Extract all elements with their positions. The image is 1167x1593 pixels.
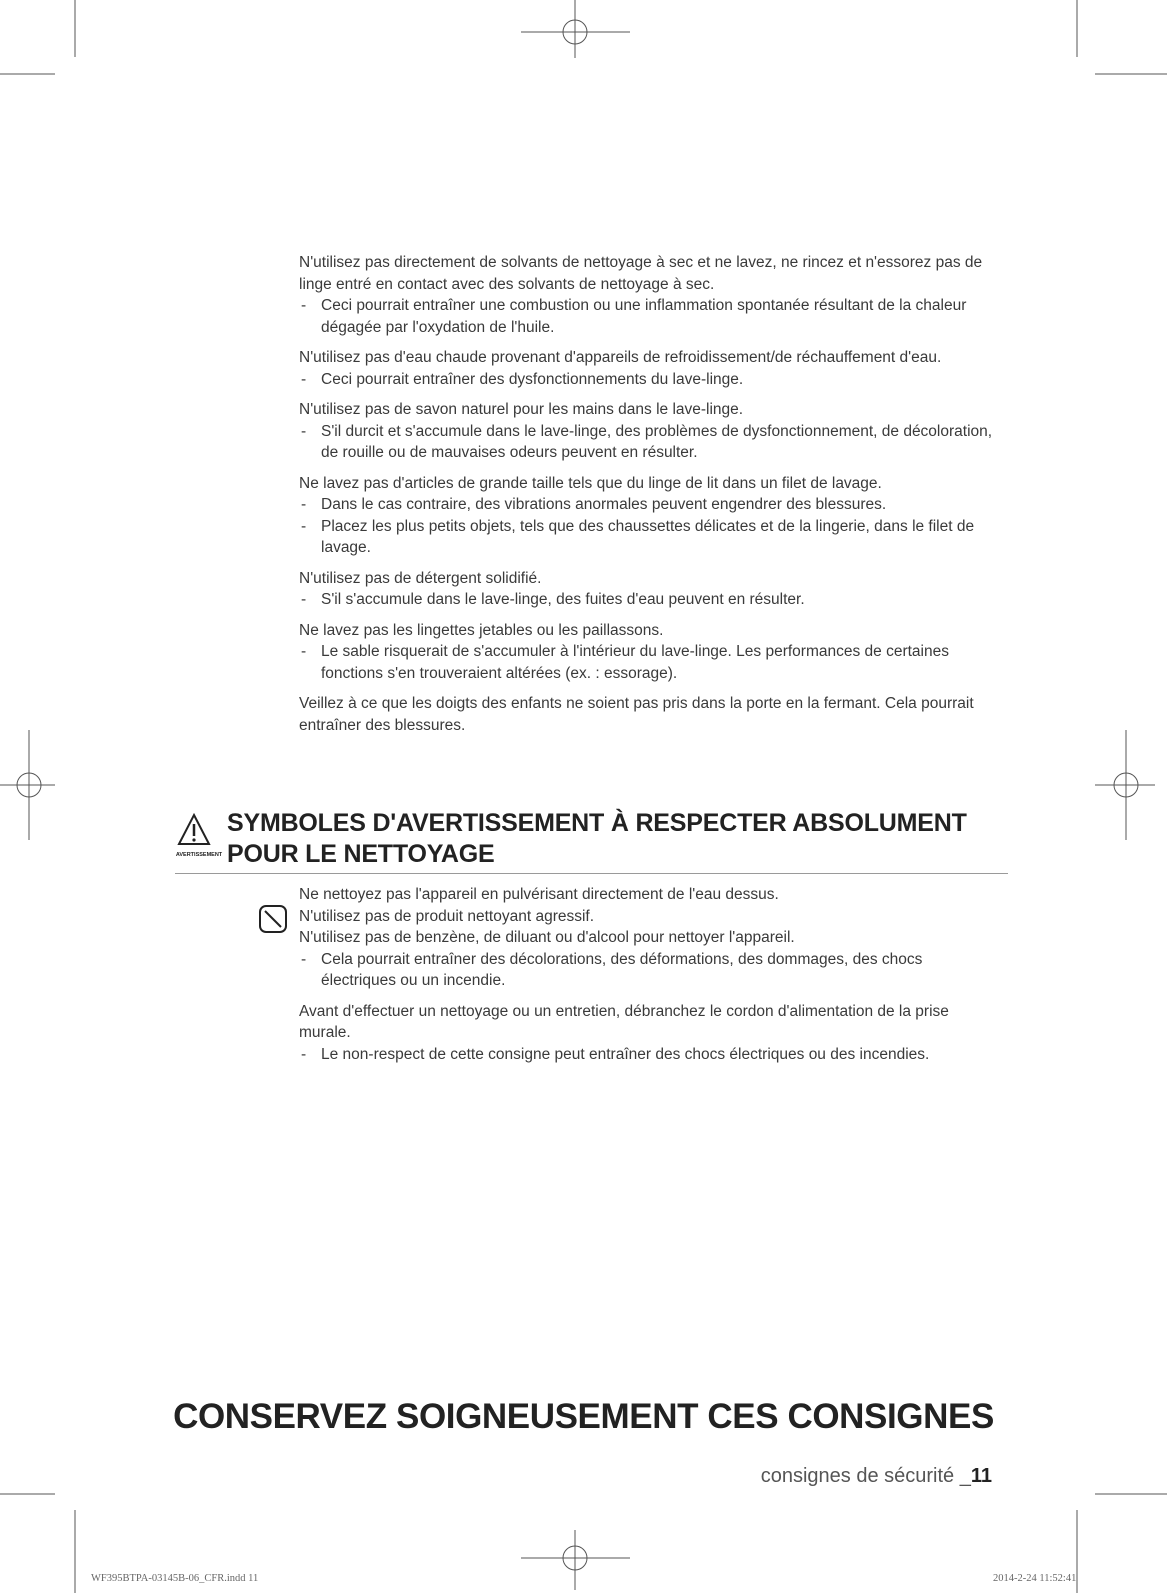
page-label	[761, 1465, 992, 1488]
cleaning-item	[299, 906, 999, 928]
precaution-text: N'utilisez pas de détergent solidifié.	[299, 569, 542, 587]
precaution-item	[299, 473, 999, 559]
cleaning-item	[299, 1001, 999, 1066]
cleaning-item	[299, 884, 999, 906]
section-heading-line2: POUR LE NETTOYAGE	[227, 840, 495, 868]
section-heading	[227, 808, 1007, 870]
section-heading-line1: SYMBOLES D'AVERTISSEMENT À RESPECTER ABSOLUMENT	[227, 809, 967, 837]
print-slug: WF395BTPA-03145B-06_CFR.indd 11	[91, 1573, 259, 1584]
page-number: 11	[970, 1465, 992, 1487]
precaution-subitem: - Ceci pourrait entraîner une combustion ou une inflammation spontanée résultant de la chaleur dégagée par l'oxydation de l'huile.	[299, 295, 999, 338]
print-timestamp: 2014-2-24 11:52:41	[993, 1573, 1077, 1584]
warning-triangle-icon	[176, 812, 212, 848]
precaution-subitem: - Ceci pourrait entraîner des dysfonctionnements du lave-linge.	[299, 369, 999, 391]
cleaning-subitem: - Le non-respect de cette consigne peut entraîner des chocs électriques ou des incendies.	[299, 1044, 999, 1066]
precaution-subitem: - Placez les plus petits objets, tels que des chaussettes délicates et de la lingerie, dans le filet de lavage.	[299, 516, 999, 559]
precaution-subitem: - Dans le cas contraire, des vibrations anormales peuvent engendrer des blessures.	[299, 494, 999, 516]
precaution-text: Ne lavez pas les lingettes jetables ou les paillassons.	[299, 621, 664, 639]
precaution-text: N'utilisez pas d'eau chaude provenant d'appareils de refroidissement/de réchauffement d'eau.	[299, 349, 942, 366]
precaution-subitem: - S'il durcit et s'accumule dans le lave-linge, des problèmes de dysfonctionnement, de décoloration, de rouille ou de mauvaises odeurs peuvent en résulter.	[299, 421, 999, 464]
cleaning-text: N'utilisez pas de produit nettoyant agressif.	[299, 907, 595, 925]
warning-label: AVERTISSEMENT	[175, 852, 223, 858]
page-section-name: consignes de sécurité _	[760, 1465, 971, 1487]
cleaning-text: Avant d'effectuer un nettoyage ou un entretien, débranchez le cordon d'alimentation de la prise murale.	[299, 1002, 949, 1041]
intro-precautions	[299, 252, 999, 745]
precaution-text: Ne lavez pas d'articles de grande taille tels que du linge de lit dans un filet de lavage.	[299, 474, 882, 492]
precaution-item	[299, 693, 999, 736]
section-divider	[175, 873, 1008, 874]
precaution-subitem: - S'il s'accumule dans le lave-linge, des fuites d'eau peuvent en résulter.	[299, 589, 999, 611]
precaution-item	[299, 252, 999, 338]
precaution-text: Veillez à ce que les doigts des enfants ne soient pas pris dans la porte en la fermant. Cela pourrait entraîner des blessures.	[299, 695, 974, 734]
footer-title: CONSERVEZ SOIGNEUSEMENT CES CONSIGNES	[173, 1397, 994, 1436]
cleaning-subitem: - Cela pourrait entraîner des décolorations, des déformations, des dommages, des chocs électriques ou un incendie.	[299, 949, 999, 992]
cleaning-item	[299, 927, 999, 992]
cleaning-text: N'utilisez pas de benzène, de diluant ou d'alcool pour nettoyer l'appareil.	[299, 929, 795, 946]
precaution-subitem: - Le sable risquerait de s'accumuler à l'intérieur du lave-linge. Les performances de certaines fonctions s'en trouveraient altérées (ex. : essorage).	[299, 641, 999, 684]
precaution-text: N'utilisez pas de savon naturel pour les mains dans le lave-linge.	[299, 401, 744, 418]
precaution-item	[299, 620, 999, 685]
precaution-text: N'utilisez pas directement de solvants de nettoyage à sec et ne lavez, ne rincez et n'essorez pas de linge entré en contact avec des solvants de nettoyage à sec.	[299, 254, 983, 293]
precaution-item	[299, 399, 999, 464]
no-water-spray-icon	[258, 904, 288, 934]
precaution-item	[299, 568, 999, 611]
cleaning-text: Ne nettoyez pas l'appareil en pulvérisant directement de l'eau dessus.	[299, 886, 779, 903]
cleaning-precautions	[299, 884, 999, 1074]
precaution-item	[299, 347, 999, 390]
